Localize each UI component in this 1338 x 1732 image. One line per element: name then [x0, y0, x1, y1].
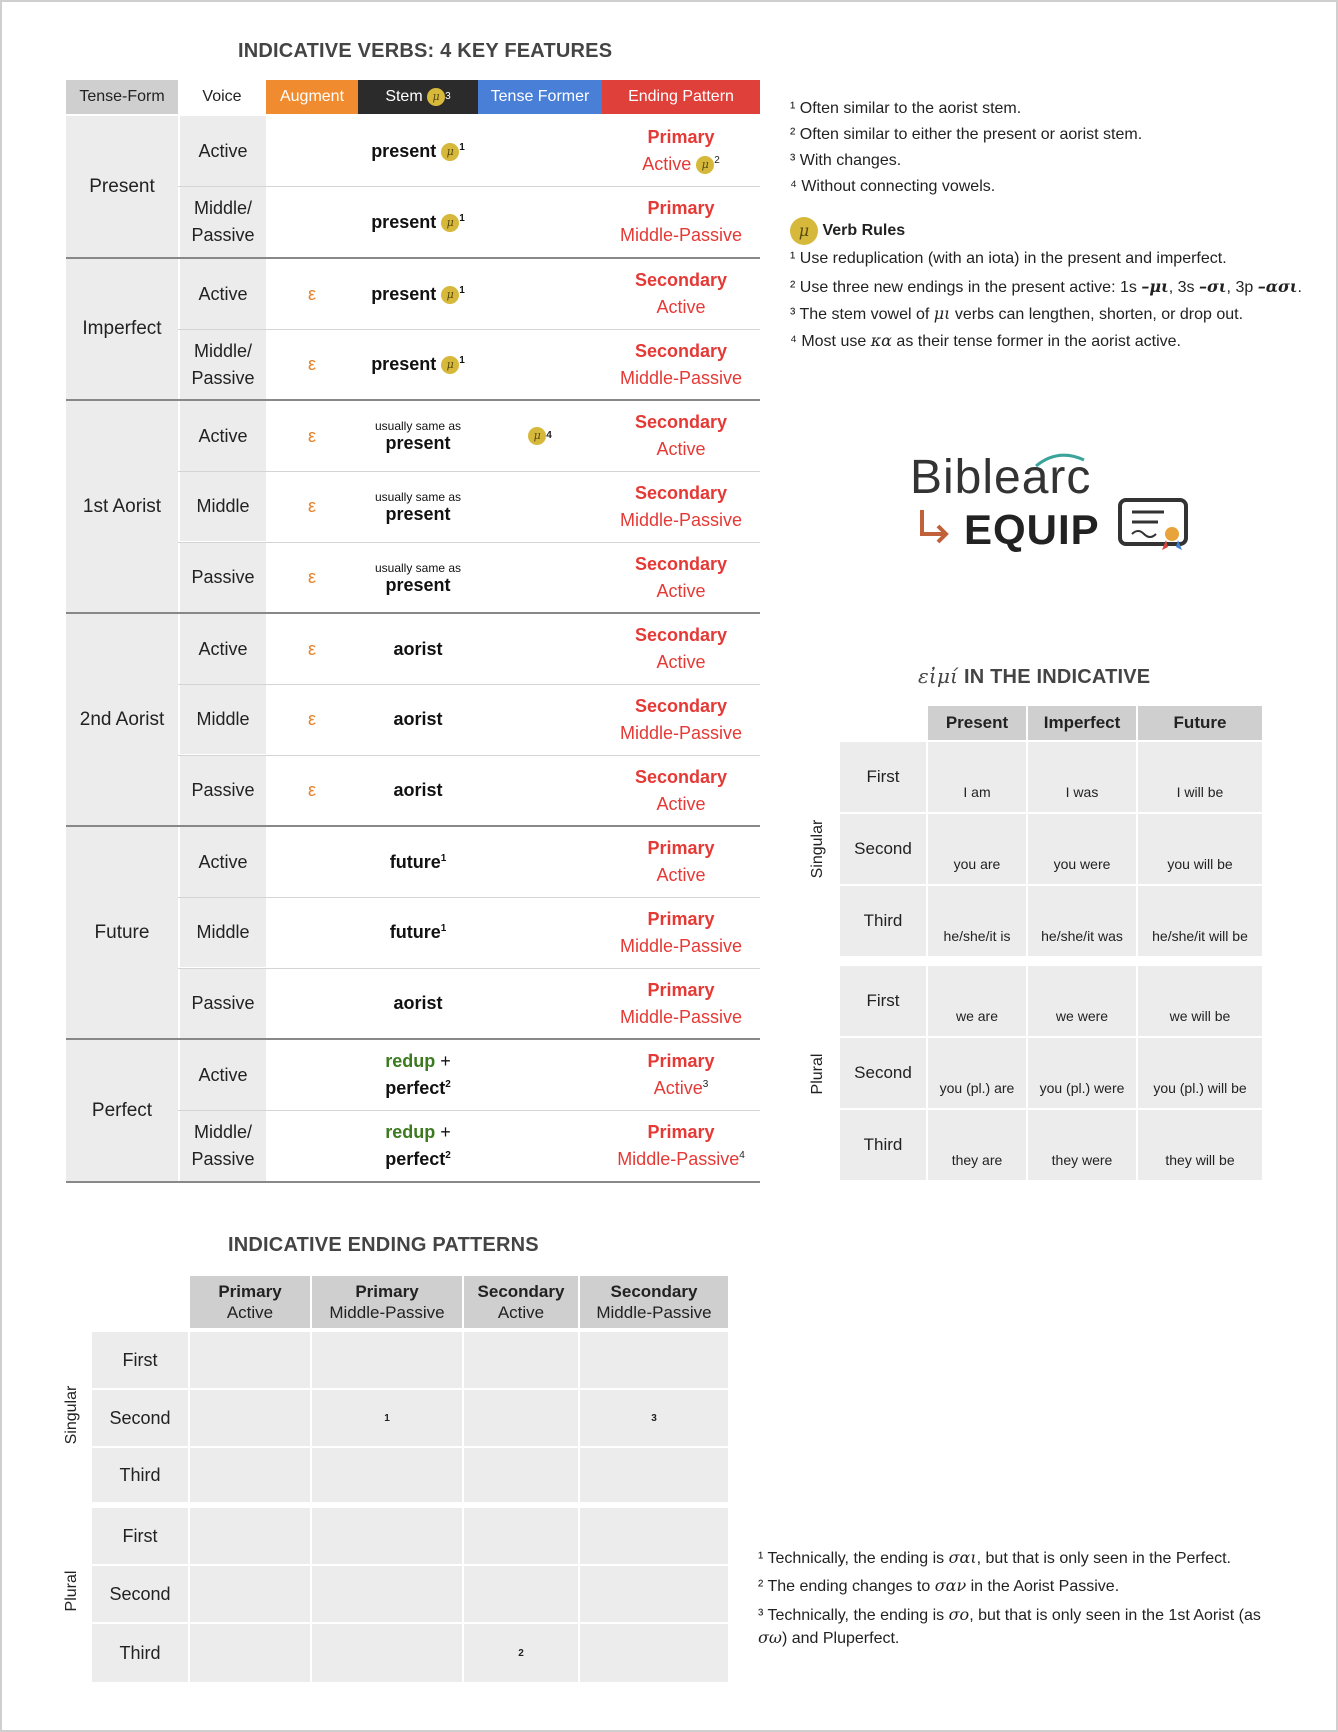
pattern-cell[interactable]	[580, 1332, 728, 1388]
ending-perfect-active: Primary Active$^3$	[647, 1051, 715, 1098]
ending-future-middle: Primary Middle-Passive	[619, 908, 743, 956]
group-divider	[66, 1181, 760, 1183]
group-divider	[66, 399, 760, 401]
mu-icon: μ	[441, 143, 459, 161]
footnote-mark: 2	[518, 1647, 524, 1659]
voice-present-active: Active	[180, 116, 266, 186]
header-tense-former: Tense Former	[478, 80, 602, 114]
stem-aorist1-passive: usually same as present	[374, 560, 462, 595]
pattern-cell[interactable]	[464, 1390, 578, 1446]
header-augment: Augment	[266, 80, 358, 114]
eimi-cell: you (pl.) were	[1028, 1038, 1136, 1108]
header-stem-label: Stem	[385, 88, 423, 105]
ending-perfect-middle-passive: Primary Middle-Passive$^4$	[617, 1122, 745, 1169]
pattern-cell[interactable]	[312, 1332, 462, 1388]
eimi-person-third: Third	[840, 886, 926, 956]
eimi-cell: he/she/it will be	[1138, 886, 1262, 956]
pattern-col-secondary-active: Secondary Active	[464, 1276, 578, 1328]
augment-aorist1-passive: ε	[307, 567, 317, 587]
pattern-cell[interactable]	[580, 1390, 728, 1446]
voice-future-passive: Passive	[180, 969, 266, 1038]
eimi-plural-label: Plural	[809, 1053, 826, 1095]
pattern-person-first: First	[92, 1508, 188, 1564]
stem-imperfect-active: present μ $^1$	[371, 283, 465, 304]
pattern-cell[interactable]	[464, 1566, 578, 1622]
augment-imperfect-active: ε	[307, 283, 317, 304]
ending-imperfect-active: Secondary Active	[634, 270, 728, 317]
row-divider	[178, 897, 760, 898]
pattern-cell[interactable]	[190, 1332, 310, 1388]
mu-rule: ² Use three new endings in the present active: 1s –μι, 3s –σι, 3p –ασι.	[790, 277, 1302, 296]
eimi-cell: you (pl.) will be	[1138, 1038, 1262, 1108]
stem-aorist2-middle: aorist	[393, 709, 443, 729]
ending-aorist2-active: Secondary Active	[634, 625, 728, 672]
pattern-person-second: Second	[92, 1390, 188, 1446]
header-voice: Voice	[178, 80, 266, 114]
eimi-cell: they are	[928, 1110, 1026, 1180]
logo-product: EQUIP	[964, 506, 1100, 553]
eimi-cell: you are	[928, 814, 1026, 884]
eimi-cell: I will be	[1138, 742, 1262, 812]
augment-aorist2-passive: ε	[307, 780, 317, 800]
eimi-cell: I am	[928, 742, 1026, 812]
row-divider	[178, 755, 760, 756]
augment-aorist1-active: ε	[307, 425, 317, 446]
ending-note: ³ Technically, the ending is σο, but that is only seen in the 1st Aorist (as	[758, 1605, 1261, 1624]
stem-note: ¹ Often similar to the aorist stem.	[790, 100, 1022, 117]
stem-note: ⁴ Without connecting vowels.	[790, 178, 996, 195]
tense-former-aorist1-active: μ 4	[478, 401, 602, 471]
mu-icon: μ	[441, 286, 459, 304]
stem-future-passive: aorist	[393, 993, 443, 1013]
eimi-cell: we will be	[1138, 966, 1262, 1036]
pattern-cell[interactable]	[312, 1508, 462, 1564]
stem-present-active: present μ $^1$	[371, 140, 465, 161]
augment-aorist1-middle: ε	[307, 496, 317, 516]
ending-present-active: Primary Active μ $^2$	[642, 127, 720, 174]
stem-perfect-active: redup + perfect$^2$	[385, 1051, 451, 1098]
eimi-person-second: Second	[840, 1038, 926, 1108]
pattern-plural-label: Plural	[63, 1570, 80, 1612]
mu-rule: ³ The stem vowel of μι verbs can lengthen, shorten, or drop out.	[790, 304, 1244, 323]
row-divider	[178, 329, 760, 330]
augment-imperfect-middle-passive: ε	[307, 354, 317, 374]
voice-aorist1-passive: Passive	[180, 543, 266, 612]
eimi-person-third: Third	[840, 1110, 926, 1180]
pattern-singular-label: Singular	[63, 1385, 80, 1445]
ending-present-middle-passive: Primary Middle-Passive	[619, 198, 743, 245]
biblearc-equip-logo	[910, 442, 1210, 562]
pattern-person-third: Third	[92, 1448, 188, 1502]
ending-aorist2-middle: Secondary Middle-Passive	[619, 695, 743, 743]
row-divider	[178, 471, 760, 472]
eimi-col-imperfect: Imperfect	[1028, 706, 1136, 740]
pattern-person-third: Third	[92, 1624, 188, 1682]
voice-aorist2-middle: Middle	[180, 685, 266, 754]
stem-note: ² Often similar to either the present or aorist stem.	[790, 126, 1143, 143]
voice-imperfect-active: Active	[180, 259, 266, 329]
voice-future-active: Active	[180, 827, 266, 897]
ending-future-passive: Primary Middle-Passive	[619, 979, 743, 1027]
eimi-person-first: First	[840, 742, 926, 812]
eimi-cell: you (pl.) are	[928, 1038, 1026, 1108]
eimi-col-present: Present	[928, 706, 1026, 740]
eimi-col-future: Future	[1138, 706, 1262, 740]
pattern-cell[interactable]	[190, 1624, 310, 1682]
pattern-cell[interactable]	[190, 1566, 310, 1622]
pattern-col-primary-active: Primary Active	[190, 1276, 310, 1328]
header-stem: Stem μ 3	[358, 80, 478, 114]
mu-rule: ⁴ Most use κα as their tense former in the aorist active.	[790, 331, 1181, 350]
voice-aorist1-middle: Middle	[180, 472, 266, 541]
stem-future-active: future$^1$	[389, 851, 447, 872]
row-divider	[178, 968, 760, 969]
pattern-col-primary-middle-passive: Primary Middle-Passive	[312, 1276, 462, 1328]
footnote-mark: 3	[651, 1412, 657, 1424]
ending-imperfect-middle-passive: Secondary Middle-Passive	[619, 340, 743, 388]
ending-aorist2-passive: Secondary Active	[634, 766, 728, 814]
group-divider	[66, 612, 760, 614]
voice-aorist1-active: Active	[180, 401, 266, 471]
eimi-title: εἰμί IN THE INDICATIVE	[918, 664, 1151, 688]
stem-aorist2-passive: aorist	[393, 780, 443, 800]
pattern-cell[interactable]	[190, 1508, 310, 1564]
tense-future: Future	[66, 827, 178, 1038]
pattern-person-second: Second	[92, 1566, 188, 1622]
eimi-person-first: First	[840, 966, 926, 1036]
stem-perfect-middle-passive: redup + perfect$^2$	[385, 1122, 451, 1169]
eimi-person-second: Second	[840, 814, 926, 884]
ending-aorist1-passive: Secondary Active	[634, 553, 728, 601]
mu-rules-title: μ Verb Rules	[790, 217, 905, 245]
stem-future-middle: future$^1$	[389, 922, 447, 942]
mu-icon: μ	[427, 88, 445, 106]
stem-aorist1-middle: usually same as present	[374, 489, 462, 524]
row-divider	[178, 684, 760, 685]
voice-present-middle-passive: Middle/ Passive	[180, 187, 266, 257]
pattern-cell[interactable]	[464, 1624, 578, 1682]
pattern-person-first: First	[92, 1332, 188, 1388]
stem-aorist2-active: aorist	[393, 638, 443, 659]
ending-aorist1-middle: Secondary Middle-Passive	[619, 482, 743, 530]
pattern-cell[interactable]	[464, 1332, 578, 1388]
pattern-cell[interactable]	[580, 1508, 728, 1564]
tense-imperfect: Imperfect	[66, 259, 178, 399]
header-tense-form: Tense-Form	[66, 80, 178, 114]
eimi-cell: I was	[1028, 742, 1136, 812]
voice-aorist2-passive: Passive	[180, 756, 266, 825]
mu-icon: μ	[528, 427, 546, 445]
eimi-cell: you will be	[1138, 814, 1262, 884]
tense-1st-aorist: 1st Aorist	[66, 401, 178, 612]
voice-aorist2-active: Active	[180, 614, 266, 684]
pattern-cell[interactable]	[580, 1624, 728, 1682]
group-divider	[66, 257, 760, 259]
eimi-cell: they will be	[1138, 1110, 1262, 1180]
eimi-cell: he/she/it was	[1028, 886, 1136, 956]
pattern-cell[interactable]	[464, 1448, 578, 1502]
voice-perfect-middle-passive: Middle/ Passive	[180, 1111, 266, 1181]
key-features-title: INDICATIVE VERBS: 4 KEY FEATURES	[238, 40, 613, 62]
stem-present-middle-passive: present μ $^1$	[371, 211, 465, 232]
row-divider	[178, 1110, 760, 1111]
augment-aorist2-active: ε	[307, 638, 317, 659]
group-divider	[66, 825, 760, 827]
group-divider	[66, 1038, 760, 1040]
pattern-cell[interactable]	[580, 1448, 728, 1502]
row-divider	[178, 186, 760, 187]
pattern-cell[interactable]	[464, 1508, 578, 1564]
pattern-cell[interactable]	[190, 1448, 310, 1502]
row-divider	[178, 542, 760, 543]
ending-note: ² The ending changes to σαν in the Aorist Passive.	[758, 1576, 1120, 1595]
footnote-mark: 1	[384, 1412, 390, 1424]
ending-note: ¹ Technically, the ending is σαι, but that is only seen in the Perfect.	[758, 1548, 1231, 1567]
augment-aorist2-middle: ε	[307, 709, 317, 729]
ending-patterns-title: INDICATIVE ENDING PATTERNS	[228, 1234, 539, 1256]
eimi-cell: he/she/it is	[928, 886, 1026, 956]
voice-imperfect-middle-passive: Middle/ Passive	[180, 330, 266, 399]
tense-2nd-aorist: 2nd Aorist	[66, 614, 178, 825]
ending-note: σω) and Pluperfect.	[758, 1628, 900, 1647]
eimi-cell: you were	[1028, 814, 1136, 884]
eimi-cell: we are	[928, 966, 1026, 1036]
voice-perfect-active: Active	[180, 1040, 266, 1110]
eimi-singular-label: Singular	[809, 819, 826, 879]
mu-icon: μ	[696, 156, 714, 174]
stem-aorist1-active: usually same as present	[374, 419, 462, 453]
pattern-cell[interactable]	[312, 1566, 462, 1622]
eimi-cell: they were	[1028, 1110, 1136, 1180]
ending-aorist1-active: Secondary Active	[634, 412, 728, 459]
eimi-cell: we were	[1028, 966, 1136, 1036]
stem-note: ³ With changes.	[790, 152, 902, 169]
tense-present: Present	[66, 116, 178, 257]
mu-icon: μ	[441, 356, 459, 374]
pattern-cell[interactable]	[580, 1566, 728, 1622]
mu-rule: ¹ Use reduplication (with an iota) in the present and imperfect.	[790, 250, 1227, 267]
stem-imperfect-middle-passive: present μ $^1$	[371, 354, 465, 374]
pattern-cell[interactable]	[190, 1390, 310, 1446]
mu-icon: μ	[790, 217, 818, 245]
tense-perfect: Perfect	[66, 1040, 178, 1181]
mu-icon: μ	[441, 214, 459, 232]
voice-future-middle: Middle	[180, 898, 266, 967]
pattern-col-secondary-middle-passive: Secondary Middle-Passive	[580, 1276, 728, 1328]
ending-future-active: Primary Active	[647, 838, 715, 885]
pattern-cell[interactable]	[312, 1390, 462, 1446]
pattern-cell[interactable]	[312, 1624, 462, 1682]
pattern-cell[interactable]	[312, 1448, 462, 1502]
header-ending-pattern: Ending Pattern	[602, 80, 760, 114]
logo-name: Biblearc	[910, 451, 1092, 504]
